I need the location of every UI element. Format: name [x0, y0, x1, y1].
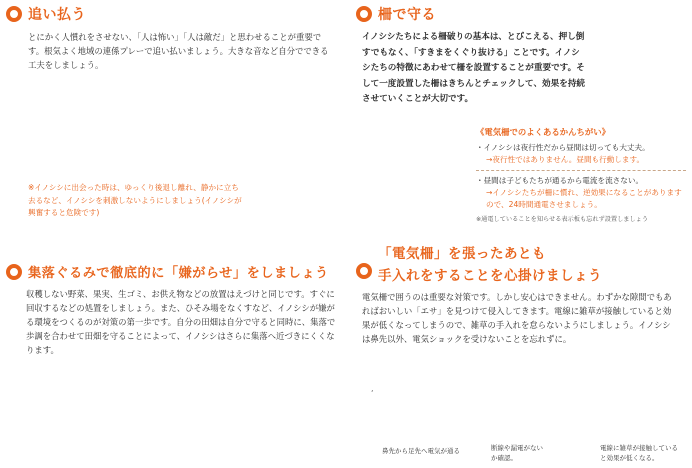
- section-title: 集落ぐるみで徹底的に「嫌がらせ」をしましょう: [28, 266, 329, 281]
- section-title-line2: 手入れをすることを心掛けましょう: [378, 268, 602, 284]
- orange-circle-bullet-icon: [356, 6, 372, 22]
- section-title: 柵で守る: [378, 7, 436, 23]
- section-header: [356, 4, 674, 24]
- orange-circle-bullet-icon: [6, 264, 22, 280]
- section-iyagarase: [6, 262, 340, 357]
- section-oiharau: [6, 4, 336, 72]
- callout-divider: [476, 170, 686, 171]
- orange-circle-bullet-icon: [6, 6, 22, 22]
- callout-item: ・イノシシは夜行性だから昼間は切っても大丈夫。: [476, 143, 650, 152]
- orange-circle-bullet-icon: [356, 263, 372, 279]
- callout-item: ・昼間は子どもたちが通るから電流を流さない。: [476, 176, 644, 185]
- section-saku: [356, 4, 674, 108]
- section-header: [356, 242, 686, 284]
- section-body: 電気柵で囲うのは重要な対策です。しかし安心はできません。わずかな隙間でもあればおいしい「エサ」を見つけて侵入してきます。電線に雑草が接触していると効果が低くなってしまうので、雑草の手入れを怠らないようにしましょう。イノシシは鼻先以外、電気ショックを受けないことを忘れずに。: [362, 292, 672, 344]
- illustration-caption: 鼻先から足先へ電気が通る: [382, 447, 460, 455]
- illustration-caption: 断線や漏電がないか確認。: [491, 444, 543, 462]
- section-header: [6, 4, 336, 24]
- callout-answer: →夜行性ではありません。昼間も行動します。: [486, 155, 645, 164]
- section-body: 収穫しない野菜、果実、生ゴミ、お供え物などの放置はえづけと同じです。すぐに回収するなどの処置をしましょう。また、ひそみ場をなくすなど、イノシシが嫌がる環境をつくるのが対策の第一歩です。自分の田畑は自分で守ると同時に、集落で歩調を合わせて田畑を守ることによって、イノシシはさらに集落へ近づきにくくなります。: [26, 289, 336, 355]
- section-title-line1: 「電気柵」を張ったあとも: [378, 246, 546, 262]
- stray-mark: ,: [371, 384, 374, 393]
- section-header: [6, 262, 340, 281]
- callout-footnote: ※通電していることを知らせる表示板も忘れず設置しましょう: [476, 216, 649, 223]
- section-body: イノシシたちによる柵破りの基本は、とびこえる、押し倒すでもなく、「すきまをくぐり抜ける」ことです。イノシシたちの特徴にあわせて柵を設置することが重要です。そして一度設置した柵はきちんとチェックして、効果を持続させていくことが大切です。: [362, 32, 586, 104]
- caution-note: ※イノシシに出会った時は、ゆっくり後退し離れ、静かに立ち去るなど、イノシシを刺激しないようにしましょう(イノシシが興奮すると危険です): [28, 183, 242, 217]
- callout-title: 《電気柵でのよくあるかんちがい》: [476, 127, 610, 137]
- callout-answer: →イノシシたちが柵に慣れ、逆効果になることがありますので、24時間通電させましょう。: [486, 188, 682, 209]
- misconception-callout: [476, 126, 686, 223]
- section-body: とにかく人慣れをさせない、「人は怖い」「人は敵だ」と思わせることが重要です。根気よく地域の連係プレーで追い払いましょう。大きな音など自分でできる工夫をしましょう。: [28, 32, 329, 70]
- illustration-caption: 電線に雑草が接触していると効果が低くなる。: [600, 444, 678, 462]
- section-denkisaku: [356, 242, 686, 346]
- section-title: 追い払う: [28, 7, 86, 23]
